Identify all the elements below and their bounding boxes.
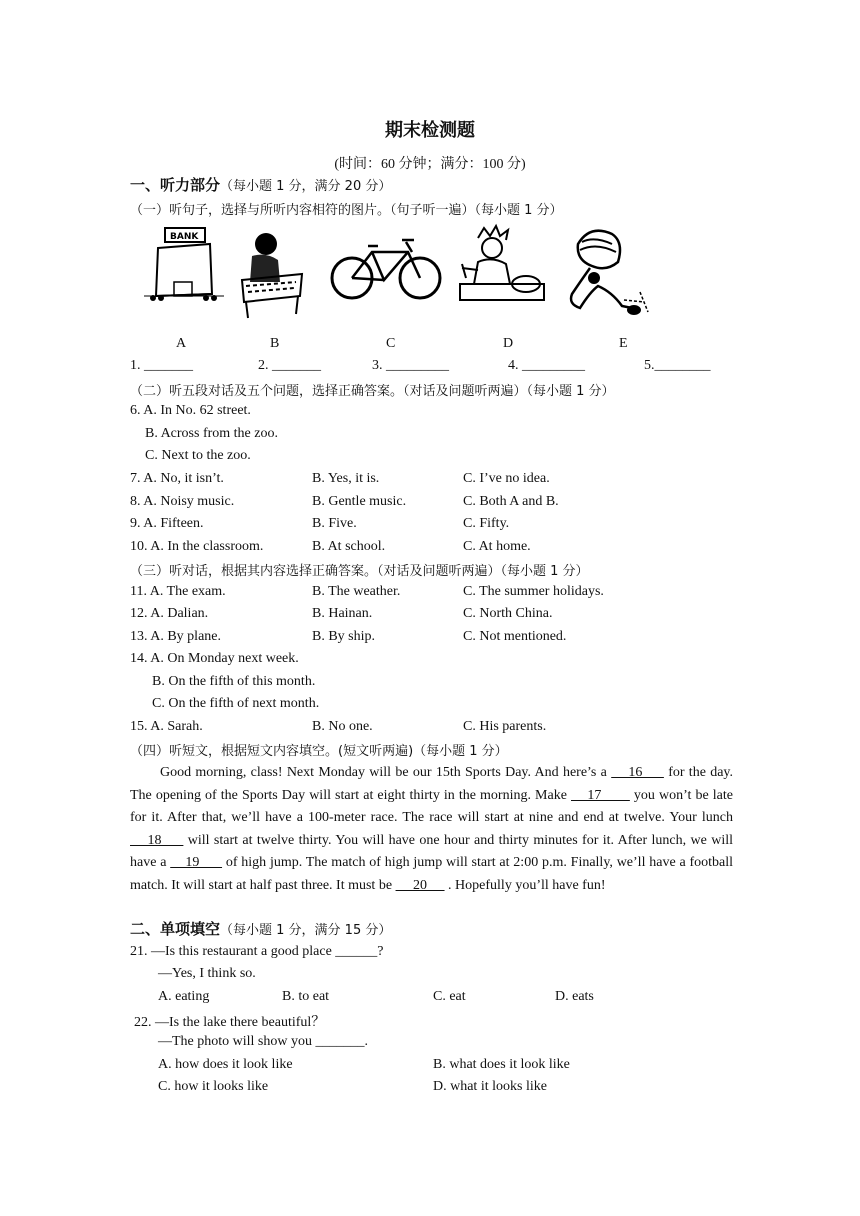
bank-icon — [140, 222, 228, 322]
section3-heading: （三）听对话，根据其内容选择正确答案。（对话及问题听两遍）（每小题 1 分） — [130, 564, 589, 579]
q14-option-c: C. On the fifth of next month. — [152, 696, 320, 711]
picture-e — [560, 222, 654, 322]
blank-19[interactable]: 19 — [170, 855, 223, 871]
q14-option-a: 14. A. On Monday next week. — [130, 651, 299, 666]
student-at-desk-icon — [236, 222, 306, 322]
q10-option-a: 10. A. In the classroom. — [130, 539, 264, 554]
blank-18[interactable]: 18 — [130, 832, 184, 848]
q7-option-c: C. I’ve no idea. — [463, 471, 550, 486]
q22-option-a: A. how does it look like — [158, 1057, 293, 1072]
q8-option-b: B. Gentle music. — [312, 494, 407, 509]
answer-blank-5[interactable]: 5.________ — [644, 358, 711, 373]
part1-note: （每小题 1 分，满分 20 分） — [220, 179, 392, 194]
q11-option-c: C. The summer holidays. — [463, 584, 604, 599]
picture-label-d: D — [503, 336, 514, 351]
q15-option-a: 15. A. Sarah. — [130, 719, 203, 734]
picture-c — [328, 222, 444, 322]
part1-heading-line — [130, 174, 391, 195]
svg-text:BANK: BANK — [170, 232, 199, 242]
girl-with-ball-icon — [560, 222, 654, 322]
q6-option-c: C. Next to the zoo. — [145, 448, 251, 463]
q21-option-a: A. eating — [158, 989, 210, 1004]
passage-text-3: you won’t be late for it. After that, we’ll have a 100-meter race. The race will start at nine and end at twelve. Your lunch — [130, 787, 733, 826]
section2-heading: （二）听五段对话及五个问题，选择正确答案。（对话及问题听两遍）（每小题 1 分） — [130, 384, 615, 399]
q10-option-c: C. At home. — [463, 539, 531, 554]
q21-option-c: C. eat — [433, 989, 466, 1004]
q22-option-b: B. what does it look like — [433, 1057, 570, 1072]
q6-option-a: 6. A. In No. 62 street. — [130, 403, 251, 418]
q8-option-c: C. Both A and B. — [463, 494, 559, 509]
q22-option-d: D. what it looks like — [433, 1079, 547, 1094]
part2-note: （每小题 1 分，满分 15 分） — [220, 923, 392, 938]
passage-text-5: of high jump. The match of high jump will start at 2:00 p.m. Finally, we’ll have a football match. It will start at half past three. It must be — [130, 855, 733, 893]
part2-heading-line — [130, 918, 391, 939]
passage-text-1: Good morning, class! Next Monday will be our 15th Sports Day. And here’s a — [160, 765, 612, 780]
passage-text-4: will start at twelve thirty. You will have one hour and thirty minutes for it. After lunch, we will have a — [130, 832, 733, 871]
q13-option-b: B. By ship. — [312, 629, 376, 644]
q11-option-b: B. The weather. — [312, 584, 401, 599]
picture-label-c: C — [386, 336, 396, 351]
blank-17[interactable]: 17 — [571, 787, 630, 803]
answer-blank-4[interactable]: 4. _________ — [508, 358, 585, 373]
answer-blank-2[interactable]: 2. _______ — [258, 358, 321, 373]
man-eating-icon — [456, 222, 546, 322]
picture-b — [236, 222, 306, 322]
q12-option-b: B. Hainan. — [312, 606, 373, 621]
q12-option-c: C. North China. — [463, 606, 553, 621]
part1-heading: 一、听力部分 — [130, 176, 221, 194]
q9-option-c: C. Fifty. — [463, 516, 510, 531]
bicycle-icon — [328, 222, 444, 322]
passage-text-6: . Hopefully you’ll have fun! — [444, 877, 606, 893]
q22-option-c: C. how it looks like — [158, 1079, 269, 1094]
blank-16[interactable]: 16 — [611, 765, 664, 780]
q8-option-a: 8. A. Noisy music. — [130, 494, 235, 509]
blank-20[interactable]: 20 — [395, 877, 445, 893]
section4-heading: （四）听短文，根据短文内容填空。(短文听两遍)（每小题 1 分） — [130, 744, 508, 759]
section1-heading: （一）听句子，选择与所听内容相符的图片。（句子听一遍）（每小题 1 分） — [130, 203, 563, 218]
q21-option-b: B. to eat — [282, 989, 330, 1004]
q6-option-b: B. Across from the zoo. — [145, 426, 278, 441]
picture-a — [140, 222, 228, 322]
q21-option-d: D. eats — [555, 989, 594, 1004]
q9-option-b: B. Five. — [312, 516, 357, 531]
q15-option-c: C. His parents. — [463, 719, 547, 734]
q7-option-b: B. Yes, it is. — [312, 471, 380, 486]
q10-option-b: B. At school. — [312, 539, 386, 554]
picture-label-e: E — [619, 336, 628, 351]
picture-label-a: A — [176, 336, 187, 351]
q22-reply: —The photo will show you _______. — [158, 1034, 368, 1049]
q15-option-b: B. No one. — [312, 719, 373, 734]
answer-blank-3[interactable]: 3. _________ — [372, 358, 449, 373]
q14-option-b: B. On the fifth of this month. — [152, 674, 316, 689]
answer-blank-1[interactable]: 1. _______ — [130, 358, 193, 373]
part2-heading: 二、单项填空 — [130, 920, 221, 938]
q21-reply: —Yes, I think so. — [158, 966, 256, 981]
q22-stem: 22. —Is the lake there beautiful？ — [134, 1015, 326, 1030]
q11-option-a: 11. A. The exam. — [130, 584, 226, 599]
picture-label-b: B — [270, 336, 280, 351]
q9-option-a: 9. A. Fifteen. — [130, 516, 204, 531]
q7-option-a: 7. A. No, it isn’t. — [130, 471, 224, 486]
q21-stem: 21. —Is this restaurant a good place ______? — [130, 944, 384, 959]
page-title: 期末检测题 — [385, 120, 475, 141]
passage-text-2: for the day. The opening of the Sports Day will start at eight thirty in the morning. Make — [130, 765, 734, 803]
q12-option-a: 12. A. Dalian. — [130, 606, 209, 621]
passage — [130, 762, 733, 898]
q13-option-c: C. Not mentioned. — [463, 629, 567, 644]
exam-info: (时间：60 分钟；满分：100 分) — [334, 157, 526, 172]
q13-option-a: 13. A. By plane. — [130, 629, 221, 644]
picture-d — [456, 222, 546, 322]
